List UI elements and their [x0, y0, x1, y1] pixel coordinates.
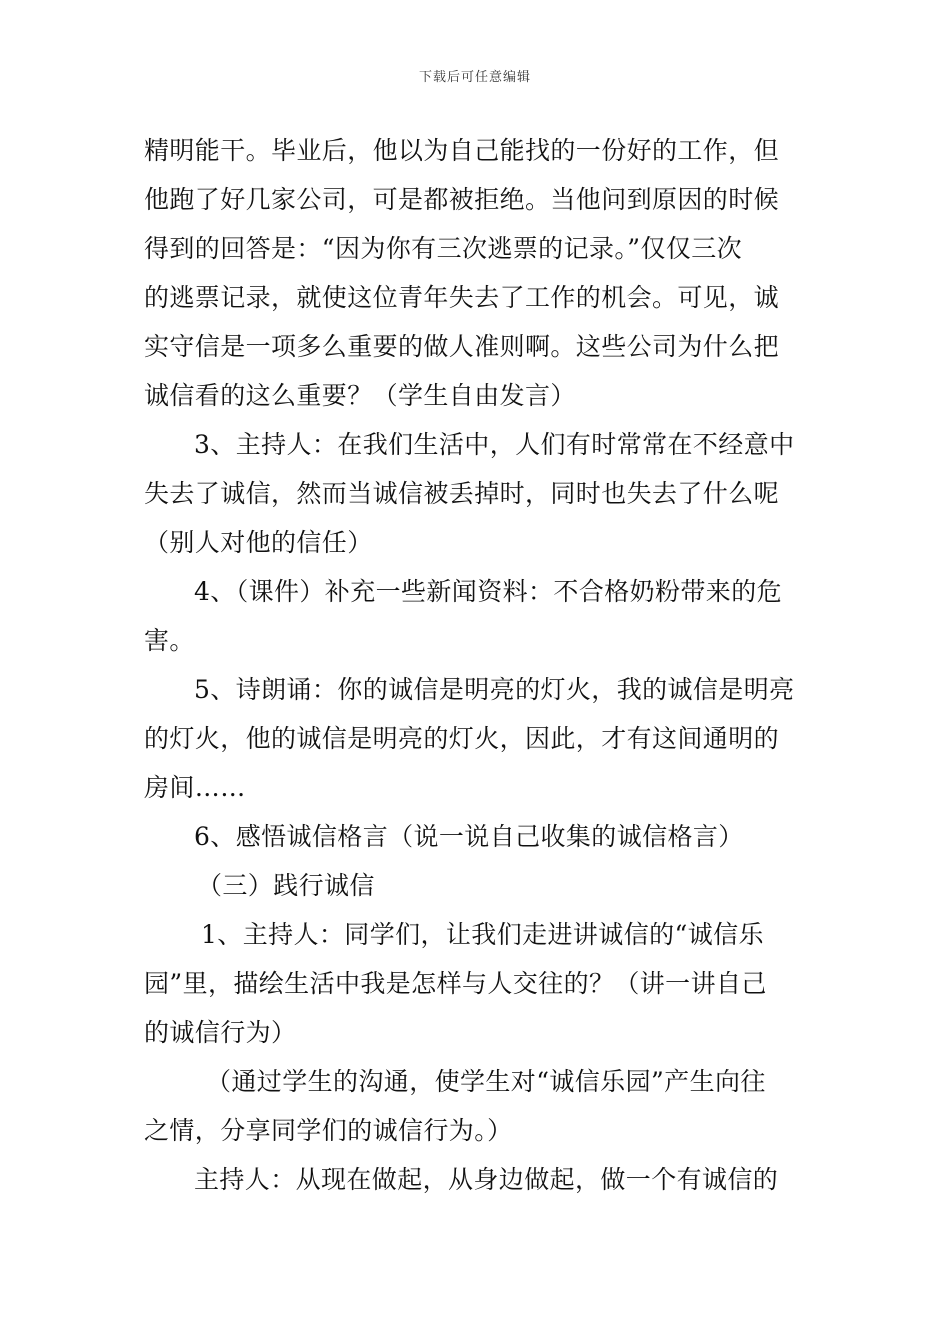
text-line: 的诚信行为）: [144, 1018, 297, 1047]
text-line: 园”里，描绘生活中我是怎样与人交往的？（讲一讲自己: [144, 969, 767, 998]
section-heading: （三）践行诚信: [197, 871, 375, 900]
text-line: 诚信看的这么重要？（学生自由发言）: [144, 381, 576, 410]
text-line: 房间……: [144, 773, 246, 802]
text-line: 的灯火，他的诚信是明亮的灯火，因此，才有这间通明的: [144, 724, 780, 753]
text-line: 4、（课件）补充一些新闻资料：不合格奶粉带来的危: [194, 577, 783, 606]
text-line: 5、诗朗诵：你的诚信是明亮的灯火，我的诚信是明亮: [194, 675, 795, 704]
text-line: 失去了诚信，然而当诚信被丢掉时，同时也失去了什么呢: [144, 479, 780, 508]
text-line: 实守信是一项多么重要的做人准则啊。这些公司为什么把: [144, 332, 780, 361]
text-line: 3、主持人：在我们生活中，人们有时常常在不经意中: [194, 430, 795, 459]
text-line: 精明能干。毕业后，他以为自己能找的一份好的工作，但: [144, 136, 780, 165]
text-line: 之情，分享同学们的诚信行为。）: [144, 1116, 513, 1145]
text-line: 6、感悟诚信格言（说一说自己收集的诚信格言）: [194, 822, 744, 851]
text-line: 得到的回答是：“因为你有三次逃票的记录。”仅仅三次: [144, 234, 743, 263]
text-line: （通过学生的沟通，使学生对“诚信乐园”产生向往: [206, 1067, 766, 1096]
text-line: 1、主持人：同学们，让我们走进讲诚信的“诚信乐: [201, 920, 764, 949]
text-line: （别人对他的信任）: [144, 528, 373, 557]
text-line: 主持人：从现在做起，从身边做起，做一个有诚信的: [194, 1165, 779, 1194]
document-body: [144, 126, 808, 1204]
text-line: 的逃票记录，就使这位青年失去了工作的机会。可见，诚: [144, 283, 780, 312]
text-line: 害。: [144, 626, 195, 655]
page-header: 下载后可任意编辑: [418, 70, 531, 85]
text-line: 他跑了好几家公司，可是都被拒绝。当他问到原因的时候: [144, 185, 780, 214]
